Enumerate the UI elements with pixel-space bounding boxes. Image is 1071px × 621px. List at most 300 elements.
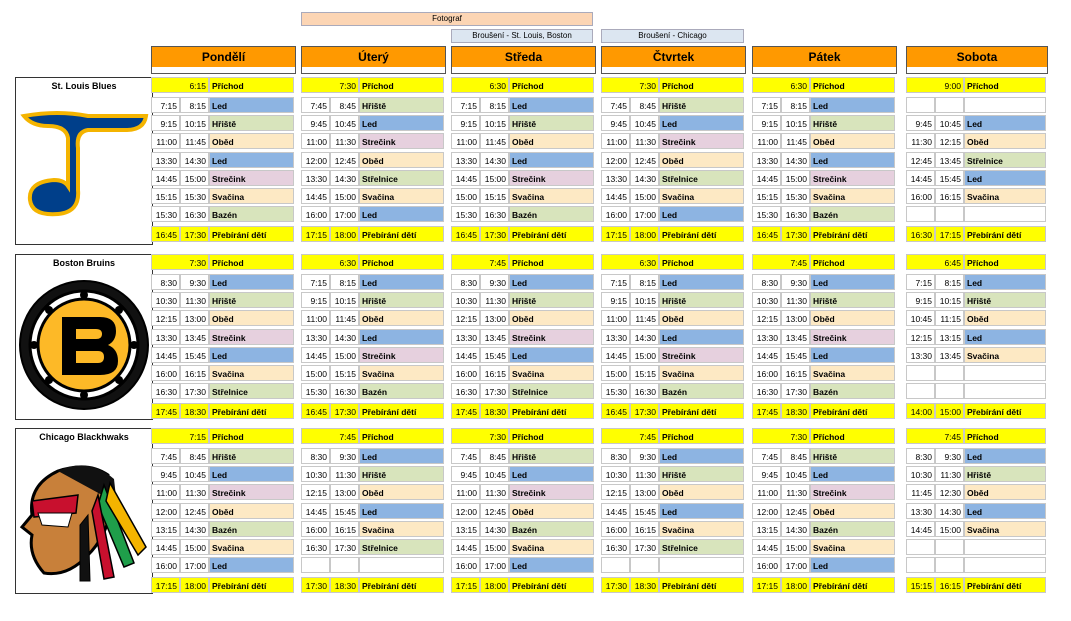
activity: Hřiště <box>509 115 594 131</box>
start-time: 15:00 <box>451 188 480 204</box>
activity: Svačina <box>810 188 895 204</box>
activity: Strečink <box>209 170 294 186</box>
end-time: 15:00 <box>330 347 359 363</box>
end-time: 17:30 <box>180 383 209 399</box>
pickup-end: 18:30 <box>781 403 810 419</box>
day-header: Středa <box>451 46 596 68</box>
start-time: 11:00 <box>451 484 480 500</box>
start-time: 13:30 <box>752 152 781 168</box>
activity: Led <box>209 97 294 113</box>
start-time: 11:00 <box>752 484 781 500</box>
start-time: 15:00 <box>601 365 630 381</box>
activity: Svačina <box>810 365 895 381</box>
activity: Strečink <box>209 329 294 345</box>
start-time: 16:30 <box>451 383 480 399</box>
start-time: 7:15 <box>752 97 781 113</box>
start-time: 15:30 <box>752 206 781 222</box>
end-time: 17:30 <box>480 383 509 399</box>
end-time: 12:45 <box>180 503 209 519</box>
end-time <box>935 365 964 381</box>
start-time: 9:45 <box>451 466 480 482</box>
activity <box>964 365 1046 381</box>
arrival-time: 6:15 <box>151 77 209 93</box>
start-time: 12:00 <box>601 152 630 168</box>
start-time: 11:00 <box>601 133 630 149</box>
end-time: 14:30 <box>330 329 359 345</box>
day-subheader <box>451 67 596 74</box>
end-time: 12:45 <box>781 503 810 519</box>
activity: Led <box>964 329 1046 345</box>
activity: Strečink <box>509 170 594 186</box>
end-time: 8:15 <box>935 274 964 290</box>
activity: Hřiště <box>659 97 744 113</box>
arrival-label: Příchod <box>509 254 594 270</box>
start-time: 11:00 <box>151 484 180 500</box>
end-time: 8:45 <box>781 448 810 464</box>
activity: Strečink <box>810 484 895 500</box>
end-time: 15:00 <box>781 539 810 555</box>
activity: Svačina <box>359 365 444 381</box>
start-time: 7:15 <box>301 274 330 290</box>
pickup-start: 16:45 <box>301 403 330 419</box>
start-time: 12:00 <box>752 503 781 519</box>
start-time: 16:00 <box>451 365 480 381</box>
end-time: 12:15 <box>935 133 964 149</box>
pickup-label: Přebírání dětí <box>964 577 1046 593</box>
activity: Led <box>659 448 744 464</box>
end-time: 11:45 <box>480 133 509 149</box>
start-time: 11:30 <box>906 133 935 149</box>
activity: Svačina <box>659 188 744 204</box>
pickup-start: 15:15 <box>906 577 935 593</box>
start-time: 14:45 <box>301 188 330 204</box>
pickup-start: 17:45 <box>151 403 180 419</box>
activity: Led <box>964 503 1046 519</box>
activity: Led <box>359 329 444 345</box>
start-time: 13:30 <box>601 170 630 186</box>
end-time <box>630 557 659 573</box>
arrival-label: Příchod <box>209 428 294 444</box>
activity: Střelnice <box>509 383 594 399</box>
start-time: 9:15 <box>752 115 781 131</box>
start-time: 14:45 <box>752 347 781 363</box>
activity: Svačina <box>659 365 744 381</box>
arrival-time: 7:15 <box>151 428 209 444</box>
start-time: 7:45 <box>752 448 781 464</box>
end-time: 10:15 <box>330 292 359 308</box>
activity: Střelnice <box>964 152 1046 168</box>
pickup-label: Přebírání dětí <box>509 403 594 419</box>
pickup-label: Přebírání dětí <box>509 577 594 593</box>
legend-item: Broušení - Chicago <box>601 29 744 43</box>
activity: Led <box>659 274 744 290</box>
start-time: 14:45 <box>752 170 781 186</box>
activity: Hřiště <box>964 466 1046 482</box>
pickup-end: 18:30 <box>330 577 359 593</box>
activity: Hřiště <box>964 292 1046 308</box>
activity: Svačina <box>810 539 895 555</box>
activity: Hřiště <box>509 292 594 308</box>
start-time: 11:45 <box>906 484 935 500</box>
pickup-label: Přebírání dětí <box>209 577 294 593</box>
start-time: 14:45 <box>151 170 180 186</box>
arrival-time: 7:30 <box>601 77 659 93</box>
start-time <box>906 539 935 555</box>
start-time: 16:00 <box>151 557 180 573</box>
start-time: 13:30 <box>906 503 935 519</box>
day-header: Pátek <box>752 46 897 68</box>
activity: Svačina <box>509 188 594 204</box>
activity: Svačina <box>209 188 294 204</box>
activity: Strečink <box>359 133 444 149</box>
activity: Svačina <box>209 365 294 381</box>
activity: Led <box>209 274 294 290</box>
arrival-label: Příchod <box>509 77 594 93</box>
pickup-start: 17:15 <box>752 577 781 593</box>
end-time: 13:45 <box>935 347 964 363</box>
activity <box>359 557 444 573</box>
end-time: 10:45 <box>180 466 209 482</box>
end-time: 17:00 <box>480 557 509 573</box>
activity: Oběd <box>209 310 294 326</box>
team-name: Boston Bruins <box>53 258 115 268</box>
activity: Led <box>810 347 895 363</box>
activity: Led <box>359 448 444 464</box>
activity: Led <box>659 206 744 222</box>
start-time: 16:30 <box>151 383 180 399</box>
activity: Svačina <box>964 521 1046 537</box>
pickup-label: Přebírání dětí <box>509 226 594 242</box>
activity: Bazén <box>810 383 895 399</box>
end-time: 17:30 <box>330 539 359 555</box>
start-time: 16:30 <box>601 539 630 555</box>
end-time: 11:30 <box>180 484 209 500</box>
legend-item: Broušení - St. Louis, Boston <box>451 29 593 43</box>
activity: Led <box>209 347 294 363</box>
start-time: 16:30 <box>301 539 330 555</box>
start-time: 10:30 <box>906 466 935 482</box>
start-time: 14:45 <box>601 188 630 204</box>
activity: Bazén <box>810 521 895 537</box>
pickup-end: 18:00 <box>480 577 509 593</box>
day-header: Pondělí <box>151 46 296 68</box>
end-time: 14:30 <box>480 152 509 168</box>
arrival-time: 6:30 <box>301 254 359 270</box>
start-time: 7:45 <box>151 448 180 464</box>
start-time: 10:30 <box>151 292 180 308</box>
start-time: 12:15 <box>601 484 630 500</box>
pickup-end: 18:00 <box>330 226 359 242</box>
activity: Led <box>659 329 744 345</box>
activity: Svačina <box>964 347 1046 363</box>
arrival-label: Příchod <box>964 428 1046 444</box>
end-time: 14:30 <box>180 521 209 537</box>
start-time: 16:00 <box>301 521 330 537</box>
start-time: 14:45 <box>151 347 180 363</box>
arrival-label: Příchod <box>659 77 744 93</box>
team-name: St. Louis Blues <box>51 81 117 91</box>
end-time: 16:15 <box>630 521 659 537</box>
activity: Střelnice <box>659 170 744 186</box>
blackhawks-head-icon <box>18 455 150 587</box>
end-time: 11:15 <box>935 310 964 326</box>
end-time: 8:15 <box>630 274 659 290</box>
start-time: 8:30 <box>906 448 935 464</box>
pickup-start: 17:45 <box>451 403 480 419</box>
activity: Bazén <box>810 206 895 222</box>
end-time: 16:15 <box>935 188 964 204</box>
start-time: 10:45 <box>906 310 935 326</box>
activity: Oběd <box>964 310 1046 326</box>
end-time: 12:45 <box>480 503 509 519</box>
end-time: 16:15 <box>330 521 359 537</box>
activity: Oběd <box>659 484 744 500</box>
activity: Hřiště <box>810 292 895 308</box>
arrival-label: Příchod <box>209 254 294 270</box>
pickup-end: 18:00 <box>781 577 810 593</box>
end-time: 10:45 <box>330 115 359 131</box>
end-time: 13:00 <box>480 310 509 326</box>
activity: Hřiště <box>209 292 294 308</box>
pickup-end: 15:00 <box>935 403 964 419</box>
start-time: 16:00 <box>906 188 935 204</box>
end-time: 15:45 <box>330 503 359 519</box>
activity: Led <box>810 274 895 290</box>
end-time: 14:30 <box>180 152 209 168</box>
end-time: 16:15 <box>180 365 209 381</box>
start-time: 15:30 <box>301 383 330 399</box>
activity: Oběd <box>509 503 594 519</box>
start-time: 9:15 <box>301 292 330 308</box>
activity: Hřiště <box>810 448 895 464</box>
start-time: 9:15 <box>451 115 480 131</box>
activity <box>964 206 1046 222</box>
end-time: 9:30 <box>781 274 810 290</box>
end-time: 11:45 <box>330 310 359 326</box>
activity: Oběd <box>209 503 294 519</box>
team-name: Chicago Blackhwaks <box>39 432 129 442</box>
arrival-label: Příchod <box>964 254 1046 270</box>
start-time: 9:45 <box>301 115 330 131</box>
end-time: 14:30 <box>781 152 810 168</box>
activity: Led <box>659 115 744 131</box>
activity <box>964 557 1046 573</box>
start-time: 13:30 <box>451 329 480 345</box>
bruins-b-icon <box>18 275 150 415</box>
start-time: 14:45 <box>451 347 480 363</box>
pickup-end: 18:30 <box>630 577 659 593</box>
start-time <box>906 365 935 381</box>
start-time: 13:30 <box>151 152 180 168</box>
activity: Bazén <box>509 521 594 537</box>
start-time: 13:15 <box>451 521 480 537</box>
activity <box>659 557 744 573</box>
pickup-label: Přebírání dětí <box>964 403 1046 419</box>
start-time: 7:45 <box>301 97 330 113</box>
end-time: 15:00 <box>330 188 359 204</box>
start-time: 12:15 <box>451 310 480 326</box>
pickup-label: Přebírání dětí <box>659 226 744 242</box>
end-time: 15:30 <box>180 188 209 204</box>
end-time: 9:30 <box>630 448 659 464</box>
start-time: 12:15 <box>151 310 180 326</box>
arrival-time: 6:30 <box>601 254 659 270</box>
pickup-end: 18:00 <box>180 577 209 593</box>
end-time: 8:15 <box>480 97 509 113</box>
activity: Led <box>810 152 895 168</box>
activity: Led <box>964 170 1046 186</box>
start-time: 10:30 <box>301 466 330 482</box>
activity <box>964 97 1046 113</box>
start-time: 13:15 <box>752 521 781 537</box>
day-header: Sobota <box>906 46 1048 68</box>
end-time: 9:30 <box>180 274 209 290</box>
pickup-end: 18:30 <box>180 403 209 419</box>
end-time: 15:15 <box>630 365 659 381</box>
start-time: 12:45 <box>906 152 935 168</box>
start-time: 16:00 <box>601 206 630 222</box>
pickup-start: 17:45 <box>752 403 781 419</box>
pickup-start: 16:30 <box>906 226 935 242</box>
activity: Oběd <box>964 133 1046 149</box>
end-time: 16:30 <box>781 206 810 222</box>
end-time: 14:30 <box>630 170 659 186</box>
activity: Led <box>810 97 895 113</box>
activity: Hřiště <box>810 115 895 131</box>
pickup-end: 17:30 <box>180 226 209 242</box>
end-time: 15:00 <box>180 170 209 186</box>
end-time: 13:15 <box>935 329 964 345</box>
end-time: 15:45 <box>630 503 659 519</box>
pickup-end: 18:30 <box>480 403 509 419</box>
day-header: Úterý <box>301 46 446 68</box>
start-time: 13:30 <box>301 329 330 345</box>
activity: Led <box>810 466 895 482</box>
legend-item: Fotograf <box>301 12 593 26</box>
start-time: 11:00 <box>151 133 180 149</box>
start-time <box>906 557 935 573</box>
end-time: 8:45 <box>480 448 509 464</box>
end-time: 15:45 <box>480 347 509 363</box>
start-time: 14:45 <box>906 170 935 186</box>
activity: Hřiště <box>359 292 444 308</box>
arrival-label: Příchod <box>359 254 444 270</box>
start-time: 11:00 <box>601 310 630 326</box>
team-panel <box>15 428 153 594</box>
arrival-time: 7:45 <box>601 428 659 444</box>
start-time: 12:15 <box>752 310 781 326</box>
start-time: 13:30 <box>906 347 935 363</box>
activity: Oběd <box>810 503 895 519</box>
end-time: 10:15 <box>630 292 659 308</box>
start-time: 16:30 <box>752 383 781 399</box>
end-time: 11:30 <box>630 133 659 149</box>
day-subheader <box>151 67 296 74</box>
activity: Oběd <box>810 133 895 149</box>
arrival-time: 7:30 <box>752 428 810 444</box>
team-panel <box>15 77 153 245</box>
end-time: 10:45 <box>781 466 810 482</box>
pickup-start: 16:45 <box>752 226 781 242</box>
activity: Strečink <box>209 484 294 500</box>
end-time: 15:00 <box>630 347 659 363</box>
activity: Svačina <box>209 539 294 555</box>
start-time: 13:30 <box>451 152 480 168</box>
start-time: 14:45 <box>906 521 935 537</box>
start-time: 14:45 <box>752 539 781 555</box>
start-time: 15:30 <box>451 206 480 222</box>
end-time: 11:30 <box>180 292 209 308</box>
pickup-label: Přebírání dětí <box>810 403 895 419</box>
activity: Led <box>659 503 744 519</box>
end-time: 11:45 <box>630 310 659 326</box>
start-time: 11:00 <box>301 133 330 149</box>
activity: Led <box>359 274 444 290</box>
end-time: 10:15 <box>781 115 810 131</box>
start-time: 11:00 <box>301 310 330 326</box>
start-time: 12:15 <box>906 329 935 345</box>
end-time: 12:30 <box>935 484 964 500</box>
pickup-end: 17:30 <box>781 226 810 242</box>
activity: Led <box>509 152 594 168</box>
pickup-label: Přebírání dětí <box>359 577 444 593</box>
activity: Svačina <box>359 521 444 537</box>
pickup-start: 16:45 <box>451 226 480 242</box>
end-time: 13:00 <box>180 310 209 326</box>
end-time <box>935 383 964 399</box>
activity: Strečink <box>509 329 594 345</box>
start-time: 15:15 <box>752 188 781 204</box>
pickup-end: 17:30 <box>630 403 659 419</box>
end-time: 17:00 <box>630 206 659 222</box>
end-time <box>935 97 964 113</box>
team-panel <box>15 254 153 420</box>
end-time: 11:30 <box>781 484 810 500</box>
start-time: 14:45 <box>451 539 480 555</box>
end-time: 15:00 <box>180 539 209 555</box>
end-time: 15:00 <box>480 539 509 555</box>
end-time: 12:45 <box>630 152 659 168</box>
activity: Bazén <box>359 383 444 399</box>
end-time: 17:30 <box>781 383 810 399</box>
pickup-start: 17:15 <box>151 577 180 593</box>
pickup-label: Přebírání dětí <box>209 226 294 242</box>
start-time: 8:30 <box>752 274 781 290</box>
start-time: 8:30 <box>451 274 480 290</box>
activity: Oběd <box>509 133 594 149</box>
arrival-time: 6:30 <box>451 77 509 93</box>
end-time: 17:30 <box>630 539 659 555</box>
start-time: 15:30 <box>601 383 630 399</box>
end-time: 11:30 <box>330 133 359 149</box>
end-time: 12:45 <box>330 152 359 168</box>
activity: Hřiště <box>359 466 444 482</box>
end-time: 11:30 <box>630 466 659 482</box>
start-time: 15:15 <box>151 188 180 204</box>
activity: Led <box>509 557 594 573</box>
start-time: 9:15 <box>151 115 180 131</box>
start-time: 12:15 <box>301 484 330 500</box>
end-time: 9:30 <box>935 448 964 464</box>
end-time: 14:30 <box>935 503 964 519</box>
end-time: 11:30 <box>480 292 509 308</box>
pickup-start: 17:30 <box>301 577 330 593</box>
activity: Svačina <box>659 521 744 537</box>
arrival-label: Příchod <box>810 77 895 93</box>
end-time: 15:15 <box>480 188 509 204</box>
end-time: 9:30 <box>480 274 509 290</box>
pickup-end: 17:30 <box>330 403 359 419</box>
